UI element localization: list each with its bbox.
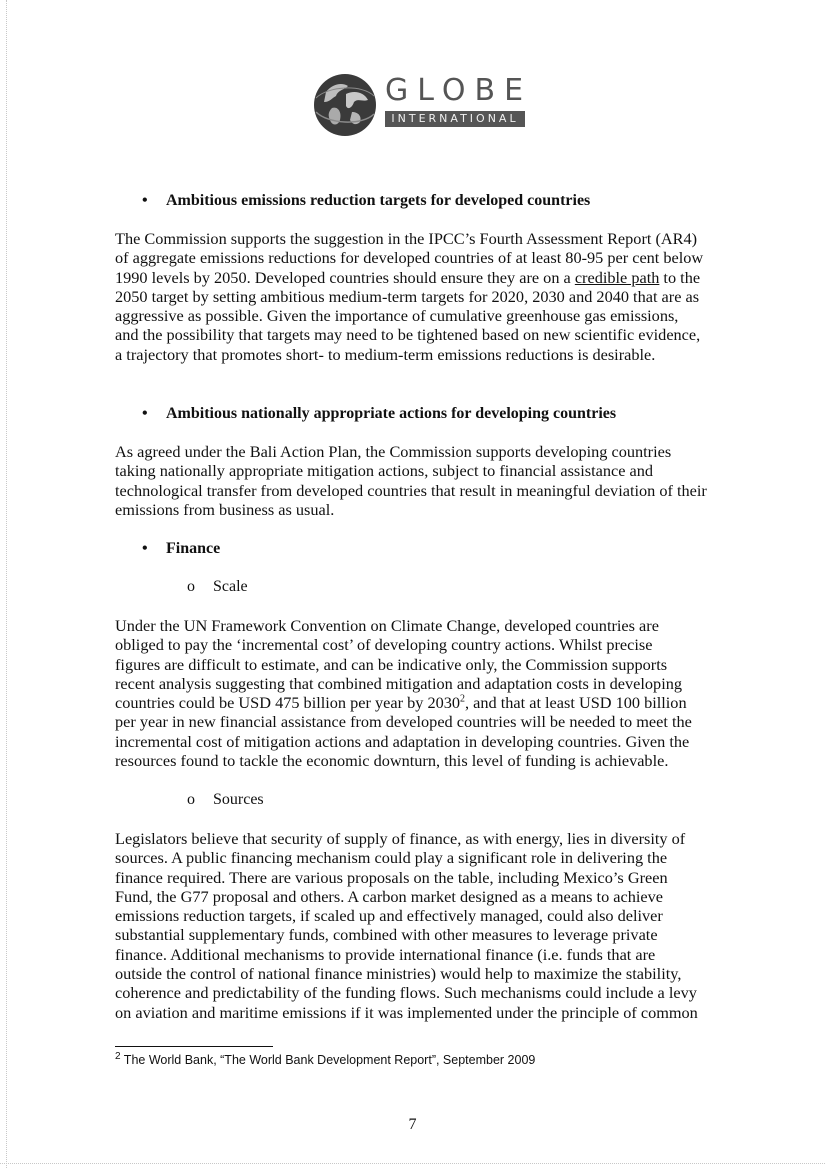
text-line (115, 268, 725, 287)
circle-bullet-icon: o (187, 791, 195, 808)
globe-icon (312, 72, 378, 138)
text-span: 1990 levels by 2050. Developed countries should ensure they are on a (115, 267, 575, 287)
bullet-icon: • (142, 192, 148, 209)
page-edge-left (6, 0, 7, 1168)
text-line: substantial supplementary funds, combined with other measures to leverage private (115, 925, 658, 945)
text-line: incremental cost of mitigation actions and adaptation in developing countries. Given the (115, 731, 690, 751)
heading-text: Finance (166, 540, 221, 557)
text-span: countries could be USD 475 billion per year by 2030 (115, 693, 461, 713)
footnote-marker: 2 (115, 1050, 121, 1062)
text-line: As agreed under the Bali Action Plan, the Commission supports developing countries (115, 442, 672, 461)
text-line: finance required. There are various proposals on the table, including Mexico’s Green (115, 867, 668, 887)
paragraph-developed-targets (115, 229, 725, 364)
bullet-icon: • (142, 540, 148, 557)
text-line: and the possibility that targets may need to be tightened based on new scientific evidence, (115, 325, 701, 345)
text-line: aggressive as possible. Given the importance of cumulative greenhouse gas emissions, (115, 306, 679, 326)
logo-wordmark: GLOBE (385, 73, 533, 108)
footnote (115, 1052, 535, 1068)
heading-text: Ambitious nationally appropriate actions for developing countries (166, 405, 617, 422)
paragraph-finance-scale (115, 616, 725, 770)
page-edge-bottom (0, 1163, 825, 1164)
text-line: Under the UN Framework Convention on Climate Change, developed countries are (115, 616, 659, 635)
text-line (115, 693, 725, 712)
text-line: Legislators believe that security of supply of finance, as with energy, lies in diversity of (115, 829, 686, 848)
text-span: to the (659, 267, 701, 287)
text-line: resources found to tackle the economic downturn, this level of funding is achievable. (115, 751, 669, 771)
underlined-text: credible path (574, 267, 660, 287)
text-line: obliged to pay the ‘incremental cost’ of developing country actions. Whilst precise (115, 635, 653, 655)
text-line: sources. A public financing mechanism could play a significant role in delivering the (115, 848, 668, 868)
text-line: Fund, the G77 proposal and others. A carbon market designed as a means to achieve (115, 886, 663, 906)
text-line: of aggregate emissions reductions for developed countries of at least 80-95 per cent below (115, 248, 704, 268)
text-line: emissions reduction targets, if scaled up and effectively managed, could also deliver (115, 906, 663, 926)
text-line: The Commission supports the suggestion in the IPCC’s Fourth Assessment Report (AR4) (115, 229, 698, 248)
footnote-reference: 2 (460, 693, 466, 705)
text-line: recent analysis suggesting that combined mitigation and adaptation costs in developing (115, 673, 683, 693)
text-span: , and that at least USD 100 billion (465, 693, 687, 713)
text-line: finance. Additional mechanisms to provide international finance (i.e. funds that are (115, 944, 656, 964)
paragraph-finance-sources (115, 829, 725, 1022)
subheading-text: Scale (213, 578, 248, 595)
text-line: emissions from business as usual. (115, 499, 335, 519)
page-number: 7 (408, 1116, 417, 1133)
footnote-separator (115, 1046, 273, 1047)
circle-bullet-icon: o (187, 578, 195, 595)
text-line: taking nationally appropriate mitigation actions, subject to financial assistance and (115, 461, 654, 481)
footnote-text: The World Bank, “The World Bank Development Report”, September 2009 (120, 1053, 536, 1067)
text-line: on aviation and maritime emissions if it was implemented under the principle of common (115, 1002, 698, 1022)
paragraph-developing-actions (115, 442, 725, 519)
text-line: outside the control of national finance ministries) would help to maximize the stability, (115, 964, 682, 984)
bullet-icon: • (142, 405, 148, 422)
text-line: a trajectory that promotes short- to medium-term emissions reductions is desirable. (115, 344, 656, 364)
text-line: per year in new financial assistance from developed countries will be needed to meet the (115, 712, 692, 732)
logo-subtitle: INTERNATIONAL (385, 111, 525, 127)
heading-text: Ambitious emissions reduction targets for developed countries (166, 192, 591, 209)
globe-international-logo (312, 72, 532, 138)
text-line: 2050 target by setting ambitious medium-term targets for 2020, 2030 and 2040 that are as (115, 286, 700, 306)
text-line: technological transfer from developed countries that result in meaningful deviation of their (115, 480, 707, 500)
text-line: figures are difficult to estimate, and can be indicative only, the Commission supports (115, 654, 668, 674)
text-line: coherence and predictability of the funding flows. Such mechanisms could include a levy (115, 983, 697, 1003)
subheading-text: Sources (213, 791, 264, 808)
